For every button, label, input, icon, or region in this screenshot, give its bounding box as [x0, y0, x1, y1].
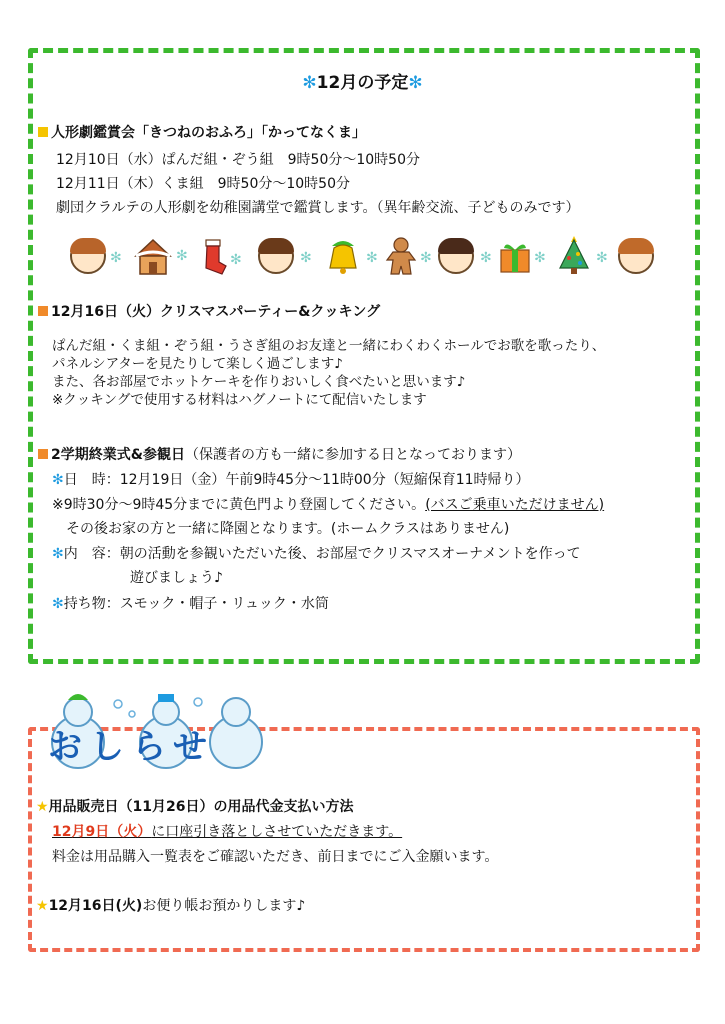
yellow-square-icon — [38, 127, 48, 137]
snowflake-icon: ✻ — [230, 252, 242, 268]
notice-item2: ★12月16日(火)お便り帳お預かりします♪ — [36, 898, 306, 914]
star-icon: ★ — [36, 799, 49, 815]
event2-line1: ぱんだ組・くま組・ぞう組・うさぎ組のお友達と一緒にわくわくホールでお歌を歌ったり、 — [52, 338, 606, 354]
bell-icon — [324, 236, 362, 276]
orange-square-icon — [38, 306, 48, 316]
boy-face-icon — [70, 238, 106, 274]
snowflake-icon: ✻ — [110, 250, 122, 266]
snowflake-icon: ✻ — [366, 250, 378, 266]
boy-face-icon — [438, 238, 474, 274]
notice-item1-heading: ★用品販売日（11月26日）の用品代金支払い方法 — [36, 799, 354, 815]
snowflake-icon: ✻ — [596, 250, 608, 266]
event3-heading: 2学期終業式&参観日（保護者の方も一緒に参加する日となっております） — [38, 446, 521, 464]
gingerbread-house-icon — [134, 238, 172, 276]
event3-content-cont: 遊びましょう♪ — [130, 570, 223, 586]
event3-note1: ※9時30分〜9時45分までに黄色門より登園してください。(バスご乗車いただけません) — [52, 497, 605, 513]
star-icon: ★ — [36, 898, 49, 914]
christmas-illustration-strip — [62, 232, 662, 280]
christmas-tree-icon — [556, 234, 592, 276]
notice-item1-date: 12月9日（火）に口座引き落としさせていただきます。 — [52, 824, 403, 840]
event1-line2: 12月11日（木）くま組 9時50分〜10時50分 — [56, 176, 350, 192]
event1-heading: 人形劇鑑賞会「きつねのおふろ」「かってなくま」 — [38, 124, 366, 142]
snowflake-icon: ✻ — [300, 250, 312, 266]
asterisk-icon: ✻ — [302, 73, 317, 93]
event3-items: ✻持ち物：スモック・帽子・リュック・水筒 — [52, 596, 329, 612]
snowflake-icon: ✻ — [420, 250, 432, 266]
event2-line3: また、各お部屋でホットケーキを作りおいしく食べたいと思います♪ — [52, 374, 466, 390]
stocking-icon — [196, 238, 228, 276]
asterisk-icon: ✻ — [52, 546, 64, 562]
asterisk-icon: ✻ — [52, 472, 64, 488]
event3-date: ✻日 時：12月19日（金）午前9時45分〜11時00分（短縮保育11時帰り） — [52, 472, 530, 488]
event2-line2: パネルシアターを見たりして楽しく過ごします♪ — [52, 356, 343, 372]
notice-item1-line2: 料金は用品購入一覧表をご確認いただき、前日までにご入金願います。 — [52, 849, 499, 865]
snowflake-icon: ✻ — [480, 250, 492, 266]
snowflake-icon: ✻ — [534, 250, 546, 266]
gingerbread-man-icon — [384, 236, 418, 276]
event2-heading: 12月16日（火）クリスマスパーティー&クッキング — [38, 303, 380, 321]
event3-note2: その後お家の方と一緒に降園となります。(ホームクラスはありません) — [66, 521, 510, 537]
notice-banner-title: おしらせ — [48, 727, 215, 767]
schedule-title: ✻12月の予定✻ — [302, 73, 423, 93]
orange-square-icon — [38, 449, 48, 459]
asterisk-icon: ✻ — [408, 73, 423, 93]
girl-face-icon — [618, 238, 654, 274]
event3-content: ✻内 容：朝の活動を参観いただいた後、お部屋でクリスマスオーナメントを作って — [52, 546, 581, 562]
asterisk-icon: ✻ — [52, 596, 64, 612]
event1-line3: 劇団クラルテの人形劇を幼稚園講堂で鑑賞します。（異年齢交流、子どものみです） — [56, 200, 580, 216]
present-icon — [498, 238, 532, 274]
event1-line1: 12月10日（水）ぱんだ組・ぞう組 9時50分〜10時50分 — [56, 152, 420, 168]
girl-face-icon — [258, 238, 294, 274]
event2-line4: ※クッキングで使用する材料はハグノートにて配信いたします — [52, 392, 427, 408]
snowflake-icon: ✻ — [176, 248, 188, 264]
